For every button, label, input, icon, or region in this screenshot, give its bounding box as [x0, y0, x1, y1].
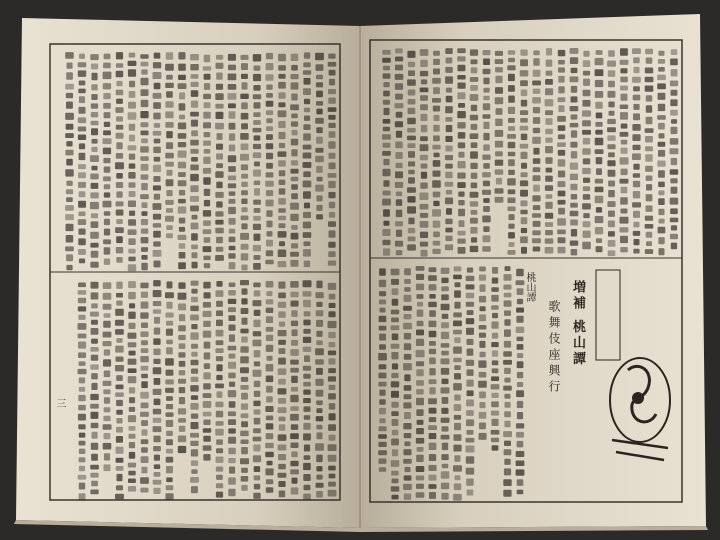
- right-page-header-title: 増補 桃山譚: [570, 280, 585, 368]
- right-page-header-subtitle: 歌舞伎座興行: [547, 300, 561, 396]
- page-number: 三: [54, 398, 65, 408]
- right-page-section-title: 桃山譚: [524, 272, 535, 302]
